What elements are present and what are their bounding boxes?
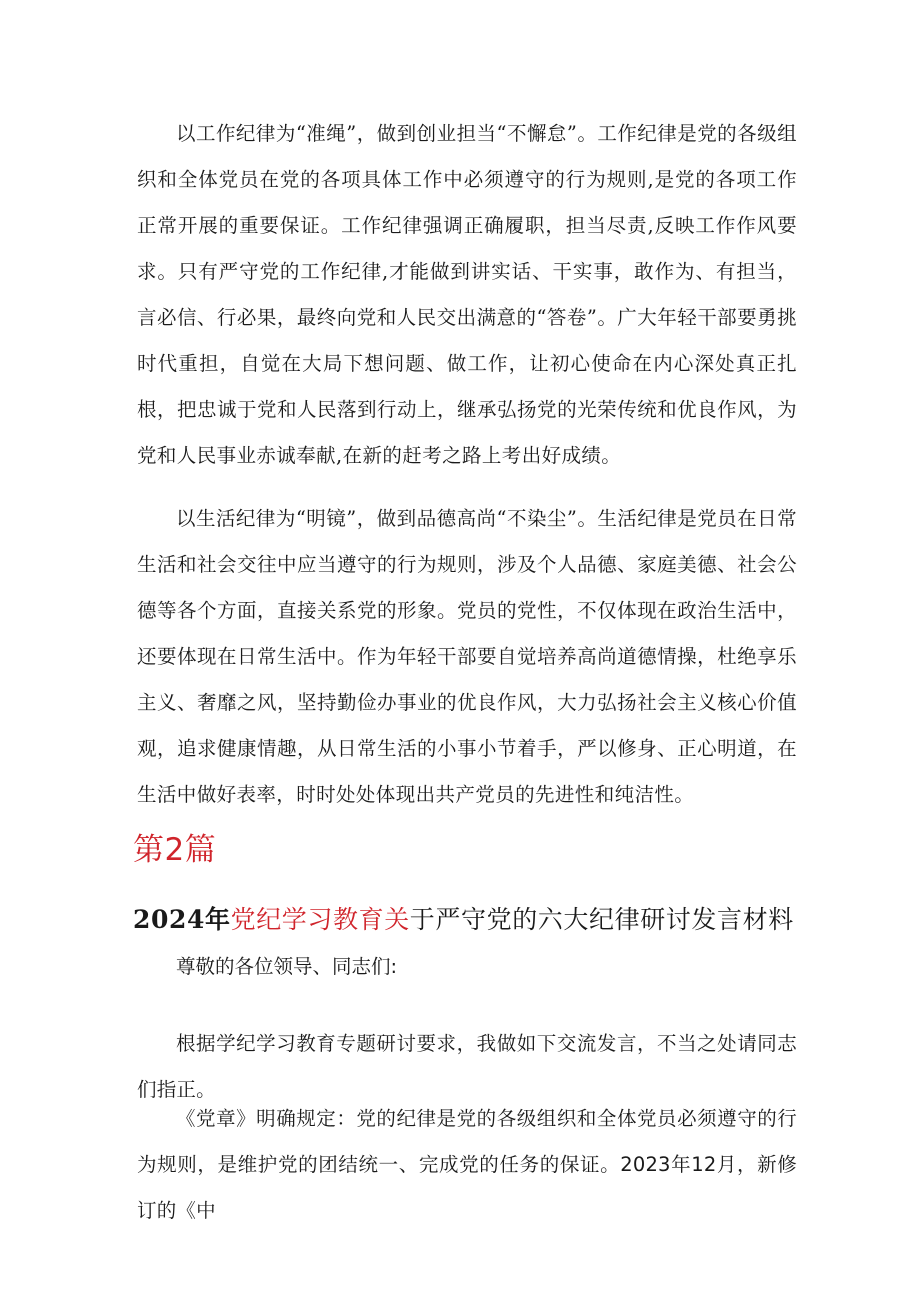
section-heading: 第2篇	[133, 832, 217, 868]
paragraph-intro: 根据学纪学习教育专题研讨要求，我做如下交流发言，不当之处请同志们指正。	[137, 1032, 797, 1101]
document-title	[133, 896, 794, 944]
paragraph-charter: 《党章》明确规定：党的纪律是党的各级组织和全体党员必须遵守的行为规则，是维护党的团结统一、完成党的任务的保证。2023年12月，新修订的《中	[137, 1107, 797, 1222]
salutation: 尊敬的各位领导、同志们:	[176, 955, 398, 978]
title-rest: 于严守党的六大纪律研讨发言材料	[409, 905, 794, 934]
title-year: 2024年	[133, 905, 231, 934]
title-highlight: 党纪学习教育关	[230, 905, 410, 934]
paragraph-life-discipline: 以生活纪律为“明镜”，做到品德高尚“不染尘”。生活纪律是党员在日常生活和社会交往中应当遵守的行为规则，涉及个人品德、家庭美德、社会公德等各个方面，直接关系党的形象。党员的党性，不仅体现在政治生活中，还要体现在日常生活中。作为年轻干部要自觉培养高尚道德情操，杜绝享乐主义、奢靡之风，坚持勤俭办事业的优良作风，大力弘扬社会主义核心价值观，追求健康情趣，从日常生活的小事小节着手，严以修身、正心明道，在生活中做好表率，时时处处体现出共产党员的先进性和纯洁性。	[137, 507, 797, 806]
paragraph-work-discipline: 以工作纪律为“准绳”，做到创业担当“不懈怠”。工作纪律是党的各级组织和全体党员在党的各项具体工作中必须遵守的行为规则,是党的各项工作正常开展的重要保证。工作纪律强调正确履职，担当尽责,反映工作作风要求。只有严守党的工作纪律,才能做到讲实话、干实事，敢作为、有担当，言必信、行必果，最终向党和人民交出满意的“答卷”。广大年轻干部要勇挑时代重担，自觉在大局下想问题、做工作，让初心使命在内心深处真正扎根，把忠诚于党和人民落到行动上，继承弘扬党的光荣传统和优良作风，为党和人民事业赤诚奉献,在新的赶考之路上考出好成绩。	[137, 122, 797, 467]
